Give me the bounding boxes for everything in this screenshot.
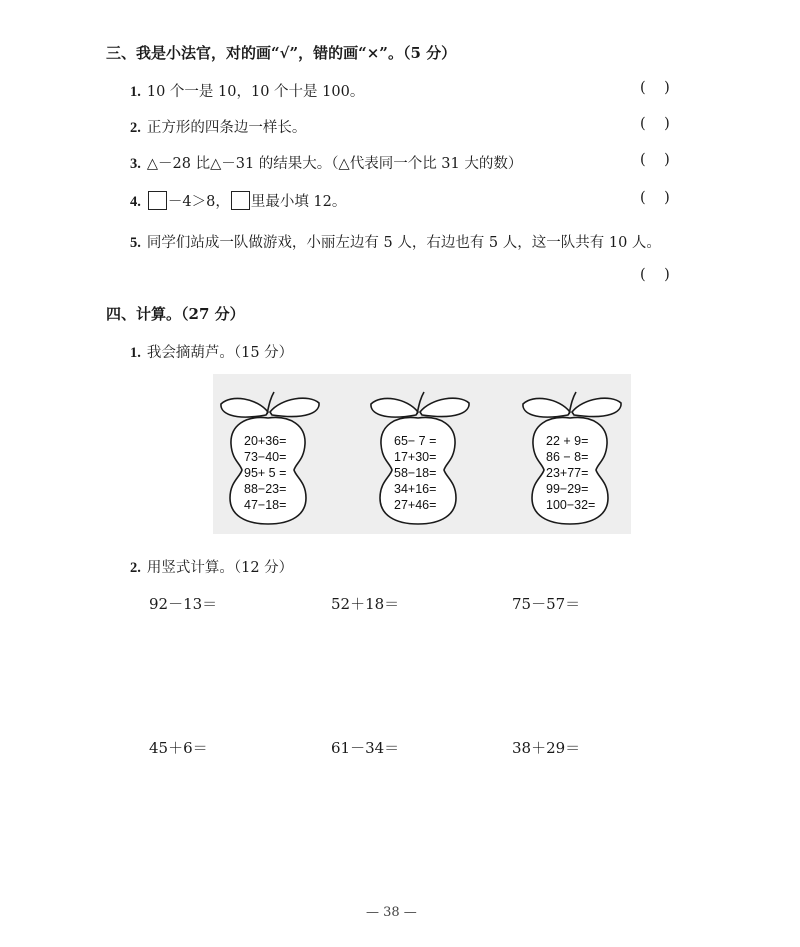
answer-paren-1[interactable]: ( ) (640, 80, 670, 96)
gourd-expression: 23+77= (546, 466, 589, 480)
gourd-expression: 99−29= (546, 482, 589, 496)
vertical-calc-4: 45＋6＝ (149, 739, 208, 757)
calc-part-2-heading (130, 556, 293, 577)
vertical-calc-5: 61－34＝ (331, 739, 400, 757)
answer-paren-2[interactable]: ( ) (640, 116, 670, 132)
gourd-expression: 34+16= (394, 482, 437, 496)
gourd-expression: 20+36= (244, 434, 287, 448)
answer-paren-3[interactable]: ( ) (640, 152, 670, 168)
gourd-expression: 86 − 8= (546, 450, 589, 464)
item-number: 1. (130, 84, 141, 100)
gourd-expression: 73−40= (244, 450, 287, 464)
item-text-a: －4＞8， (167, 194, 230, 210)
gourd-expression: 22 + 9= (546, 434, 589, 448)
item-number: 3. (130, 156, 141, 172)
gourd-expression: 100−32= (546, 498, 596, 512)
section-3-title: 三、我是小法官，对的画“√”，错的画“×”。（5 分） (106, 44, 457, 62)
answer-paren-4[interactable]: ( ) (640, 190, 670, 206)
page-number: — 38 — (366, 905, 417, 920)
judge-item-3 (130, 152, 522, 173)
gourd-expression: 58−18= (394, 466, 437, 480)
item-text-b: 里最小填 12。 (250, 194, 347, 210)
item-number: 2. (130, 560, 141, 576)
item-text: 用竖式计算。（12 分） (146, 560, 294, 576)
calc-part-1-heading (130, 341, 293, 362)
item-text: 10 个一是 10，10 个十是 100。 (146, 84, 365, 100)
vertical-calc-3: 75－57＝ (512, 595, 581, 613)
gourd-expression: 88−23= (244, 482, 287, 496)
gourd-expression: 17+30= (394, 450, 437, 464)
judge-item-2 (130, 116, 306, 137)
section-4-title: 四、计算。（27 分） (106, 305, 245, 323)
judge-item-5 (130, 231, 661, 252)
answer-paren-5[interactable]: ( ) (640, 267, 670, 283)
item-text: 同学们站成一队做游戏，小丽左边有 5 人，右边也有 5 人，这一队共有 10 人。 (146, 235, 661, 251)
item-text: 正方形的四条边一样长。 (146, 120, 307, 136)
item-text: △－28 比△－31 的结果大。（△代表同一个比 31 大的数） (146, 156, 523, 172)
judge-item-1 (130, 80, 364, 101)
gourd-figure (213, 374, 631, 534)
gourd-expression: 47−18= (244, 498, 287, 512)
item-number: 1. (130, 345, 141, 361)
vertical-calc-1: 92－13＝ (149, 595, 218, 613)
blank-box (148, 191, 167, 210)
gourd-expression: 95+ 5 = (244, 466, 287, 480)
vertical-calc-6: 38＋29＝ (512, 739, 581, 757)
item-number: 5. (130, 235, 141, 251)
gourd-expression: 65− 7 = (394, 434, 437, 448)
item-number: 2. (130, 120, 141, 136)
vertical-calc-2: 52＋18＝ (331, 595, 400, 613)
judge-item-4 (130, 190, 346, 211)
item-number: 4. (130, 194, 141, 210)
item-text: 我会摘葫芦。（15 分） (146, 345, 294, 361)
blank-box (231, 191, 250, 210)
gourd-expression: 27+46= (394, 498, 437, 512)
